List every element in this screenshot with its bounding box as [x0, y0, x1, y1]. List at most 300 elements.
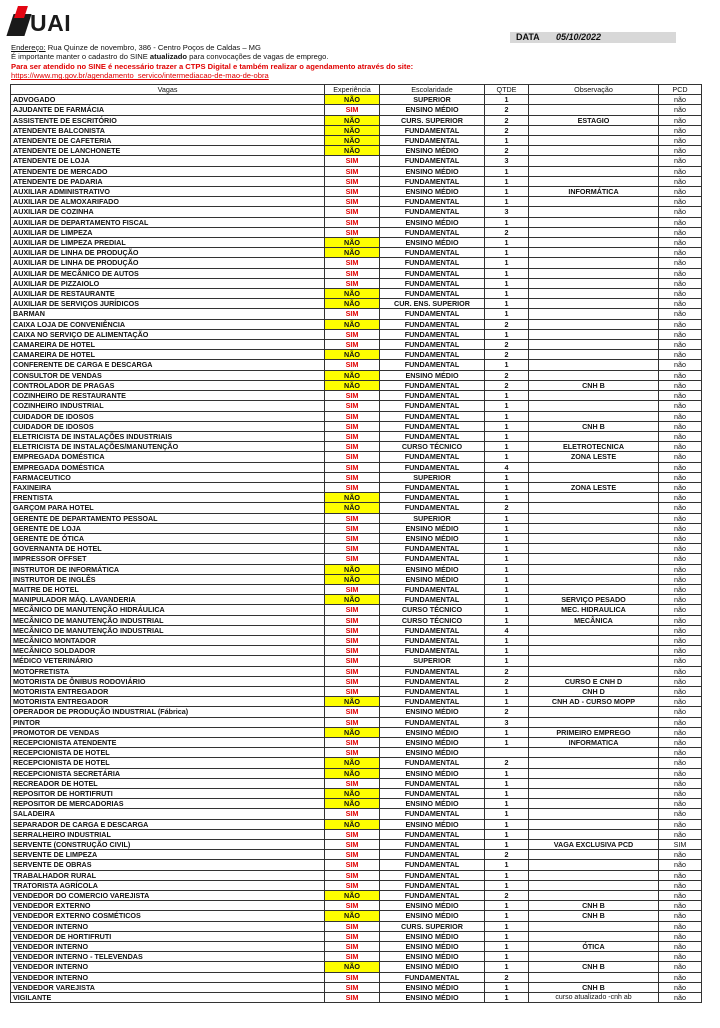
pcd-cell: não [659, 789, 702, 799]
vaga-cell: SERVENTE (CONSTRUÇÃO CIVIL) [11, 840, 325, 850]
escolaridade-cell: FUNDAMENTAL [380, 391, 485, 401]
pcd-cell: não [659, 115, 702, 125]
experiencia-cell: SIM [325, 431, 380, 441]
qtde-cell: 2 [485, 503, 529, 513]
escolaridade-cell: ENSINO MÉDIO [380, 105, 485, 115]
qtde-cell: 1 [485, 605, 529, 615]
vaga-cell: MECÂNICO DE MANUTENÇÃO HIDRÁULICA [11, 605, 325, 615]
table-row [11, 258, 702, 268]
table-row [11, 472, 702, 482]
vaga-cell: RECEPCIONISTA DE HOTEL [11, 748, 325, 758]
observacao-cell: CNH AD - CURSO MOPP [529, 697, 659, 707]
vaga-cell: FRENTISTA [11, 493, 325, 503]
vaga-cell: RECREADOR DE HOTEL [11, 778, 325, 788]
observacao-cell [529, 391, 659, 401]
observacao-cell [529, 707, 659, 717]
qtde-cell: 4 [485, 462, 529, 472]
pcd-cell: SIM [659, 840, 702, 850]
experiencia-cell: SIM [325, 197, 380, 207]
table-row [11, 350, 702, 360]
table-row [11, 176, 702, 186]
pcd-cell: não [659, 452, 702, 462]
table-row [11, 115, 702, 125]
qtde-cell: 2 [485, 380, 529, 390]
escolaridade-cell: FUNDAMENTAL [380, 360, 485, 370]
table-row [11, 197, 702, 207]
observacao-cell: ÓTICA [529, 942, 659, 952]
experiencia-cell: SIM [325, 840, 380, 850]
table-row [11, 921, 702, 931]
experiencia-cell: SIM [325, 309, 380, 319]
qtde-cell: 2 [485, 666, 529, 676]
table-row [11, 442, 702, 452]
table-row [11, 125, 702, 135]
experiencia-cell: NÃO [325, 115, 380, 125]
observacao-cell [529, 146, 659, 156]
qtde-cell: 2 [485, 676, 529, 686]
qtde-cell: 1 [485, 738, 529, 748]
observacao-cell [529, 319, 659, 329]
table-row [11, 615, 702, 625]
table-row [11, 993, 702, 1003]
qtde-cell: 1 [485, 493, 529, 503]
pcd-cell: não [659, 95, 702, 105]
observacao-cell: VAGA EXCLUSIVA PCD [529, 840, 659, 850]
experiencia-cell: SIM [325, 870, 380, 880]
pcd-cell: não [659, 860, 702, 870]
qtde-cell: 1 [485, 789, 529, 799]
qtde-cell: 1 [485, 248, 529, 258]
experiencia-cell: SIM [325, 421, 380, 431]
experiencia-cell: SIM [325, 656, 380, 666]
pcd-cell: não [659, 360, 702, 370]
table-row [11, 248, 702, 258]
vaga-cell: VENDEDOR INTERNO [11, 962, 325, 972]
table-row [11, 340, 702, 350]
observacao-cell: CNH D [529, 686, 659, 696]
pcd-cell: não [659, 289, 702, 299]
experiencia-cell: NÃO [325, 697, 380, 707]
table-row [11, 931, 702, 941]
vaga-cell: AUXILIAR DE RESTAURANTE [11, 289, 325, 299]
qtde-cell [485, 748, 529, 758]
qtde-cell: 1 [485, 442, 529, 452]
qtde-cell: 4 [485, 625, 529, 635]
vaga-cell: AUXILIAR DE COZINHA [11, 207, 325, 217]
vaga-cell: EMPREGADA DOMÉSTICA [11, 462, 325, 472]
pcd-cell: não [659, 717, 702, 727]
pcd-cell: não [659, 187, 702, 197]
escolaridade-cell: FUNDAMENTAL [380, 268, 485, 278]
observacao-cell [529, 156, 659, 166]
escolaridade-cell: CURSO TÉCNICO [380, 615, 485, 625]
qtde-cell: 1 [485, 942, 529, 952]
qtde-cell: 1 [485, 564, 529, 574]
vaga-cell: MECÂNICO MONTADOR [11, 635, 325, 645]
table-row [11, 411, 702, 421]
escolaridade-cell: SUPERIOR [380, 513, 485, 523]
experiencia-cell: SIM [325, 584, 380, 594]
pcd-cell: não [659, 901, 702, 911]
vaga-cell: AUXILIAR DE LIMPEZA PREDIAL [11, 238, 325, 248]
escolaridade-cell: FUNDAMENTAL [380, 340, 485, 350]
observacao-cell [529, 411, 659, 421]
observacao-cell: curso atualizado -cnh ab [529, 993, 659, 1003]
qtde-cell: 1 [485, 595, 529, 605]
experiencia-cell: SIM [325, 931, 380, 941]
qtde-cell: 1 [485, 574, 529, 584]
experiencia-cell: SIM [325, 268, 380, 278]
table-row [11, 717, 702, 727]
escolaridade-cell: FUNDAMENTAL [380, 686, 485, 696]
address-label: Endereço: [11, 43, 46, 52]
qtde-cell: 1 [485, 544, 529, 554]
table-row [11, 544, 702, 554]
escolaridade-cell: SUPERIOR [380, 472, 485, 482]
experiencia-cell: NÃO [325, 125, 380, 135]
appointment-note: Para ser atendido no SINE é necessário trazer a CTPS Digital e também realizar o agendamento através do site: [11, 61, 414, 71]
escolaridade-cell: FUNDAMENTAL [380, 431, 485, 441]
escolaridade-cell: FUNDAMENTAL [380, 646, 485, 656]
pcd-cell: não [659, 554, 702, 564]
job-vacancies-table [10, 84, 702, 1003]
experiencia-cell: NÃO [325, 911, 380, 921]
experiencia-cell: NÃO [325, 789, 380, 799]
escolaridade-cell: CURSO TÉCNICO [380, 605, 485, 615]
escolaridade-cell: CURS. SUPERIOR [380, 115, 485, 125]
experiencia-cell: SIM [325, 901, 380, 911]
pcd-cell: não [659, 278, 702, 288]
appointment-link[interactable]: https://www.mg.gov.br/agendamento_servico/intermediacao-de-mao-de-obra [11, 71, 269, 81]
experiencia-cell: SIM [325, 207, 380, 217]
experiencia-cell: NÃO [325, 768, 380, 778]
qtde-cell: 2 [485, 972, 529, 982]
pcd-cell: não [659, 105, 702, 115]
observacao-cell: ESTAGIO [529, 115, 659, 125]
table-row [11, 748, 702, 758]
experiencia-cell: NÃO [325, 238, 380, 248]
table-row [11, 289, 702, 299]
vaga-cell: GARÇOM PARA HOTEL [11, 503, 325, 513]
vaga-cell: ATENDENTE DE LOJA [11, 156, 325, 166]
vaga-cell: AUXILIAR DE LINHA DE PRODUÇÃO [11, 248, 325, 258]
escolaridade-cell: ENSINO MÉDIO [380, 962, 485, 972]
experiencia-cell: SIM [325, 676, 380, 686]
vaga-cell: SERVENTE DE OBRAS [11, 860, 325, 870]
experiencia-cell: SIM [325, 717, 380, 727]
table-row [11, 401, 702, 411]
pcd-cell: não [659, 952, 702, 962]
observacao-cell [529, 574, 659, 584]
experiencia-cell: NÃO [325, 819, 380, 829]
vaga-cell: IMPRESSOR OFFSET [11, 554, 325, 564]
qtde-cell: 1 [485, 727, 529, 737]
pcd-cell: não [659, 931, 702, 941]
experiencia-cell: NÃO [325, 370, 380, 380]
observacao-cell [529, 350, 659, 360]
qtde-cell: 1 [485, 472, 529, 482]
qtde-cell: 2 [485, 891, 529, 901]
vaga-cell: INSTRUTOR DE INGLÊS [11, 574, 325, 584]
observacao-cell [529, 799, 659, 809]
escolaridade-cell: CURS. SUPERIOR [380, 921, 485, 931]
table-row [11, 605, 702, 615]
vaga-cell: ASSISTENTE DE ESCRITÓRIO [11, 115, 325, 125]
table-row [11, 207, 702, 217]
experiencia-cell: SIM [325, 340, 380, 350]
qtde-cell: 1 [485, 615, 529, 625]
table-row [11, 829, 702, 839]
vaga-cell: MECÂNICO SOLDADOR [11, 646, 325, 656]
qtde-cell: 1 [485, 421, 529, 431]
experiencia-cell: SIM [325, 176, 380, 186]
experiencia-cell: SIM [325, 187, 380, 197]
pcd-cell: não [659, 503, 702, 513]
qtde-cell: 1 [485, 360, 529, 370]
qtde-cell: 1 [485, 646, 529, 656]
escolaridade-cell: ENSINO MÉDIO [380, 799, 485, 809]
experiencia-cell: NÃO [325, 595, 380, 605]
observacao-cell: CNH B [529, 901, 659, 911]
escolaridade-cell: FUNDAMENTAL [380, 595, 485, 605]
pcd-cell: não [659, 340, 702, 350]
observacao-cell [529, 462, 659, 472]
escolaridade-cell: ENSINO MÉDIO [380, 819, 485, 829]
escolaridade-cell: FUNDAMENTAL [380, 156, 485, 166]
experiencia-cell: SIM [325, 778, 380, 788]
experiencia-cell: NÃO [325, 350, 380, 360]
pcd-cell: não [659, 727, 702, 737]
qtde-cell: 1 [485, 829, 529, 839]
vaga-cell: VENDEDOR EXTERNO [11, 901, 325, 911]
logo-text: UAI [30, 10, 72, 36]
vaga-cell: CAIXA NO SERVIÇO DE ALIMENTAÇÃO [11, 329, 325, 339]
pcd-cell: não [659, 493, 702, 503]
table-row [11, 493, 702, 503]
header-vagas: Vagas [11, 85, 325, 95]
observacao-cell [529, 513, 659, 523]
qtde-cell: 1 [485, 819, 529, 829]
experiencia-cell: SIM [325, 993, 380, 1003]
pcd-cell: não [659, 472, 702, 482]
qtde-cell: 1 [485, 391, 529, 401]
escolaridade-cell: FUNDAMENTAL [380, 758, 485, 768]
pcd-cell: não [659, 891, 702, 901]
experiencia-cell: SIM [325, 850, 380, 860]
escolaridade-cell: ENSINO MÉDIO [380, 952, 485, 962]
qtde-cell: 2 [485, 115, 529, 125]
observacao-cell [529, 635, 659, 645]
pcd-cell: não [659, 370, 702, 380]
qtde-cell: 3 [485, 207, 529, 217]
qtde-cell: 1 [485, 809, 529, 819]
vaga-cell: CAIXA LOJA DE CONVENIÊNCIA [11, 319, 325, 329]
table-row [11, 482, 702, 492]
table-row [11, 533, 702, 543]
observacao-cell [529, 360, 659, 370]
qtde-cell: 1 [485, 95, 529, 105]
escolaridade-cell: ENSINO MÉDIO [380, 738, 485, 748]
pcd-cell: não [659, 176, 702, 186]
experiencia-cell: SIM [325, 554, 380, 564]
qtde-cell: 1 [485, 880, 529, 890]
observacao-cell [529, 207, 659, 217]
escolaridade-cell: FUNDAMENTAL [380, 248, 485, 258]
vaga-cell: ELETRICISTA DE INSTALAÇÕES INDUSTRIAIS [11, 431, 325, 441]
escolaridade-cell: CUR. ENS. SUPERIOR [380, 299, 485, 309]
experiencia-cell: SIM [325, 605, 380, 615]
vaga-cell: PROMOTOR DE VENDAS [11, 727, 325, 737]
observacao-cell [529, 289, 659, 299]
table-row [11, 646, 702, 656]
observacao-cell: ZONA LESTE [529, 452, 659, 462]
vaga-cell: ATENDENTE DE MERCADO [11, 166, 325, 176]
qtde-cell: 1 [485, 533, 529, 543]
experiencia-cell: NÃO [325, 136, 380, 146]
pcd-cell: não [659, 136, 702, 146]
observacao-cell [529, 278, 659, 288]
observacao-cell: INFORMATICA [529, 738, 659, 748]
experiencia-cell: SIM [325, 707, 380, 717]
escolaridade-cell: FUNDAMENTAL [380, 452, 485, 462]
vaga-cell: COZINHEIRO DE RESTAURANTE [11, 391, 325, 401]
vaga-cell: VENDEDOR INTERNO - TELEVENDAS [11, 952, 325, 962]
observacao-cell [529, 819, 659, 829]
vaga-cell: AUXILIAR DE LINHA DE PRODUÇÃO [11, 258, 325, 268]
table-row [11, 452, 702, 462]
qtde-cell: 1 [485, 778, 529, 788]
table-row [11, 676, 702, 686]
observacao-cell [529, 401, 659, 411]
vaga-cell: VENDEDOR VAREJISTA [11, 982, 325, 992]
vaga-cell: FAXINEIRA [11, 482, 325, 492]
table-row [11, 156, 702, 166]
vaga-cell: AUXILIAR DE SERVIÇOS JURÍDICOS [11, 299, 325, 309]
table-row [11, 595, 702, 605]
table-row [11, 982, 702, 992]
experiencia-cell: SIM [325, 462, 380, 472]
vaga-cell: MECÂNICO DE MANUTENÇÃO INDUSTRIAL [11, 615, 325, 625]
vaga-cell: VENDEDOR INTERNO [11, 972, 325, 982]
pcd-cell: não [659, 401, 702, 411]
qtde-cell: 1 [485, 635, 529, 645]
pcd-cell: não [659, 738, 702, 748]
escolaridade-cell: ENSINO MÉDIO [380, 901, 485, 911]
pcd-cell: não [659, 656, 702, 666]
vaga-cell: AUXILIAR ADMINISTRATIVO [11, 187, 325, 197]
vaga-cell: RECEPCIONISTA DE HOTEL [11, 758, 325, 768]
update-note-a: É importante manter o cadastro do SINE [11, 52, 150, 62]
escolaridade-cell: FUNDAMENTAL [380, 278, 485, 288]
experiencia-cell: SIM [325, 880, 380, 890]
observacao-cell [529, 544, 659, 554]
escolaridade-cell: FUNDAMENTAL [380, 829, 485, 839]
observacao-cell [529, 523, 659, 533]
pcd-cell: não [659, 125, 702, 135]
header-observacao: Observação [529, 85, 659, 95]
header-experiencia: Experiência [325, 85, 380, 95]
qtde-cell: 1 [485, 993, 529, 1003]
qtde-cell: 1 [485, 482, 529, 492]
pcd-cell: não [659, 625, 702, 635]
qtde-cell: 3 [485, 717, 529, 727]
vaga-cell: REPOSITOR DE HORTIFRUTI [11, 789, 325, 799]
pcd-cell: não [659, 146, 702, 156]
qtde-cell: 1 [485, 962, 529, 972]
experiencia-cell: SIM [325, 411, 380, 421]
pcd-cell: não [659, 809, 702, 819]
escolaridade-cell: ENSINO MÉDIO [380, 993, 485, 1003]
observacao-cell [529, 768, 659, 778]
observacao-cell: ELETROTECNICA [529, 442, 659, 452]
observacao-cell [529, 921, 659, 931]
observacao-cell [529, 431, 659, 441]
experiencia-cell: SIM [325, 217, 380, 227]
table-row [11, 462, 702, 472]
qtde-cell: 3 [485, 156, 529, 166]
experiencia-cell: SIM [325, 544, 380, 554]
table-row [11, 227, 702, 237]
pcd-cell: não [659, 574, 702, 584]
escolaridade-cell: SUPERIOR [380, 656, 485, 666]
table-row [11, 799, 702, 809]
escolaridade-cell: FUNDAMENTAL [380, 227, 485, 237]
table-row [11, 656, 702, 666]
qtde-cell: 2 [485, 227, 529, 237]
pcd-cell: não [659, 584, 702, 594]
vaga-cell: AUXILIAR DE PIZZAIOLO [11, 278, 325, 288]
experiencia-cell: SIM [325, 258, 380, 268]
table-row [11, 564, 702, 574]
vaga-cell: CONSULTOR DE VENDAS [11, 370, 325, 380]
escolaridade-cell: ENSINO MÉDIO [380, 187, 485, 197]
qtde-cell: 1 [485, 870, 529, 880]
experiencia-cell: NÃO [325, 574, 380, 584]
escolaridade-cell: FUNDAMENTAL [380, 309, 485, 319]
escolaridade-cell: ENSINO MÉDIO [380, 707, 485, 717]
uai-logo [10, 6, 82, 40]
pcd-cell: não [659, 799, 702, 809]
qtde-cell: 1 [485, 238, 529, 248]
update-note-c: para convocações de vagas de emprego. [187, 52, 329, 62]
vaga-cell: GERENTE DE ÓTICA [11, 533, 325, 543]
table-row [11, 217, 702, 227]
escolaridade-cell: FUNDAMENTAL [380, 789, 485, 799]
experiencia-cell: SIM [325, 982, 380, 992]
table-row [11, 187, 702, 197]
escolaridade-cell: FUNDAMENTAL [380, 197, 485, 207]
experiencia-cell: NÃO [325, 564, 380, 574]
table-row [11, 166, 702, 176]
table-row [11, 809, 702, 819]
pcd-cell: não [659, 411, 702, 421]
vaga-cell: AUXILIAR DE DEPARTAMENTO FISCAL [11, 217, 325, 227]
pcd-cell: não [659, 350, 702, 360]
pcd-cell: não [659, 615, 702, 625]
table-row [11, 850, 702, 860]
escolaridade-cell: ENSINO MÉDIO [380, 217, 485, 227]
experiencia-cell: SIM [325, 442, 380, 452]
info-block [11, 43, 711, 81]
observacao-cell [529, 880, 659, 890]
qtde-cell: 1 [485, 217, 529, 227]
pcd-cell: não [659, 442, 702, 452]
experiencia-cell: SIM [325, 278, 380, 288]
pcd-cell: não [659, 870, 702, 880]
experiencia-cell: SIM [325, 666, 380, 676]
experiencia-cell: SIM [325, 952, 380, 962]
date-label: DATA [516, 32, 540, 42]
